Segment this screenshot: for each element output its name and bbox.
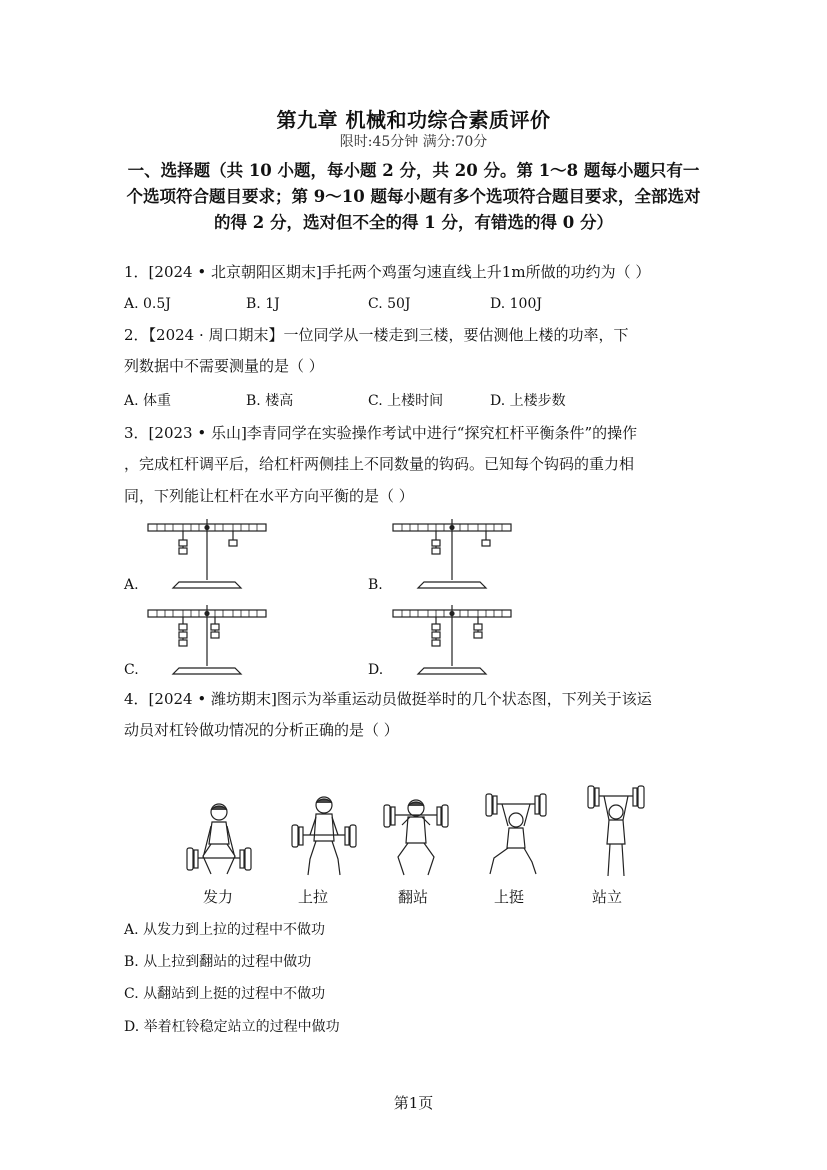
q4-option-c[interactable]: C. 从翻站到上挺的过程中不做功 xyxy=(124,986,326,1002)
lever-diagram-c xyxy=(145,604,269,676)
figure-fali xyxy=(185,800,253,880)
question-3-line1: 3．[2023 • 乐山]李青同学在实验操作考试中进行“探究杠杆平衡条件”的操作 xyxy=(124,424,638,442)
q1-option-b[interactable]: B. 1J xyxy=(246,296,280,312)
lever-diagram-d xyxy=(390,604,514,676)
q3-option-d[interactable]: D. xyxy=(368,662,384,678)
figure-zhanli xyxy=(586,782,646,880)
q4-option-a[interactable]: A. 从发力到上拉的过程中不做功 xyxy=(124,922,326,938)
q1-option-a[interactable]: A. 0.5J xyxy=(124,296,171,312)
q3-option-b[interactable]: B. xyxy=(368,577,383,593)
figure-shangting xyxy=(484,792,548,880)
question-4-line1: 4．[2024 • 潍坊期末]图示为举重运动员做挺举时的几个状态图，下列关于该运 xyxy=(124,690,652,708)
page-title: 第九章 机械和功综合素质评价 xyxy=(276,108,551,132)
q1-option-c[interactable]: C. 50J xyxy=(368,296,411,312)
question-4-line2: 动员对杠铃做功情况的分析正确的是（ ） xyxy=(124,721,399,739)
q4-option-d[interactable]: D. 举着杠铃稳定站立的过程中做功 xyxy=(124,1019,340,1035)
q1-option-d[interactable]: D. 100J xyxy=(490,296,542,312)
figure-fanzhan xyxy=(382,795,450,880)
caption-zhanli: 站立 xyxy=(592,888,623,906)
question-3-line3: 同，下列能让杠杆在水平方向平衡的是（ ） xyxy=(124,487,414,505)
q2-option-d[interactable]: D. 上楼步数 xyxy=(490,393,566,409)
q2-option-a[interactable]: A. 体重 xyxy=(124,393,172,409)
question-2-line1: 2．【2024 · 周口期末】一位同学从一楼走到三楼，要估测他上楼的功率，下 xyxy=(124,326,629,344)
lever-diagram-b xyxy=(390,518,514,590)
q3-option-c[interactable]: C. xyxy=(124,662,139,678)
q2-option-b[interactable]: B. 楼高 xyxy=(246,393,294,409)
section-heading: 一、选择题（共 10 小题，每小题 2 分，共 20 分。第 1～8 题每小题只有一个选项符合题目要求；第 9～10 题每小题有多个选项符合题目要求，全部选对的得 2 分，选对但不全的得 1 分，有错选的得 0 分） xyxy=(126,161,701,232)
q3-option-a[interactable]: A. xyxy=(124,577,139,593)
caption-shangting: 上挺 xyxy=(494,888,525,906)
question-2-line2: 列数据中不需要测量的是（ ） xyxy=(124,357,324,375)
lever-diagram-a xyxy=(145,518,269,590)
page-number: 第1页 xyxy=(393,1094,434,1112)
q2-option-c[interactable]: C. 上楼时间 xyxy=(368,393,444,409)
caption-shangla: 上拉 xyxy=(298,888,329,906)
caption-fali: 发力 xyxy=(203,888,234,906)
figure-shangla xyxy=(290,795,358,880)
exam-info: 限时:45分钟 满分:70分 xyxy=(339,134,488,150)
q4-option-b[interactable]: B. 从上拉到翻站的过程中做功 xyxy=(124,954,312,970)
question-3-line2: ，完成杠杆调平后，给杠杆两侧挂上不同数量的钩码。已知每个钩码的重力相 xyxy=(124,455,635,473)
question-1-text: 1．[2024 • 北京朝阳区期末]手托两个鸡蛋匀速直线上升1m所做的功约为（ ） xyxy=(124,263,651,281)
caption-fanzhan: 翻站 xyxy=(398,888,429,906)
